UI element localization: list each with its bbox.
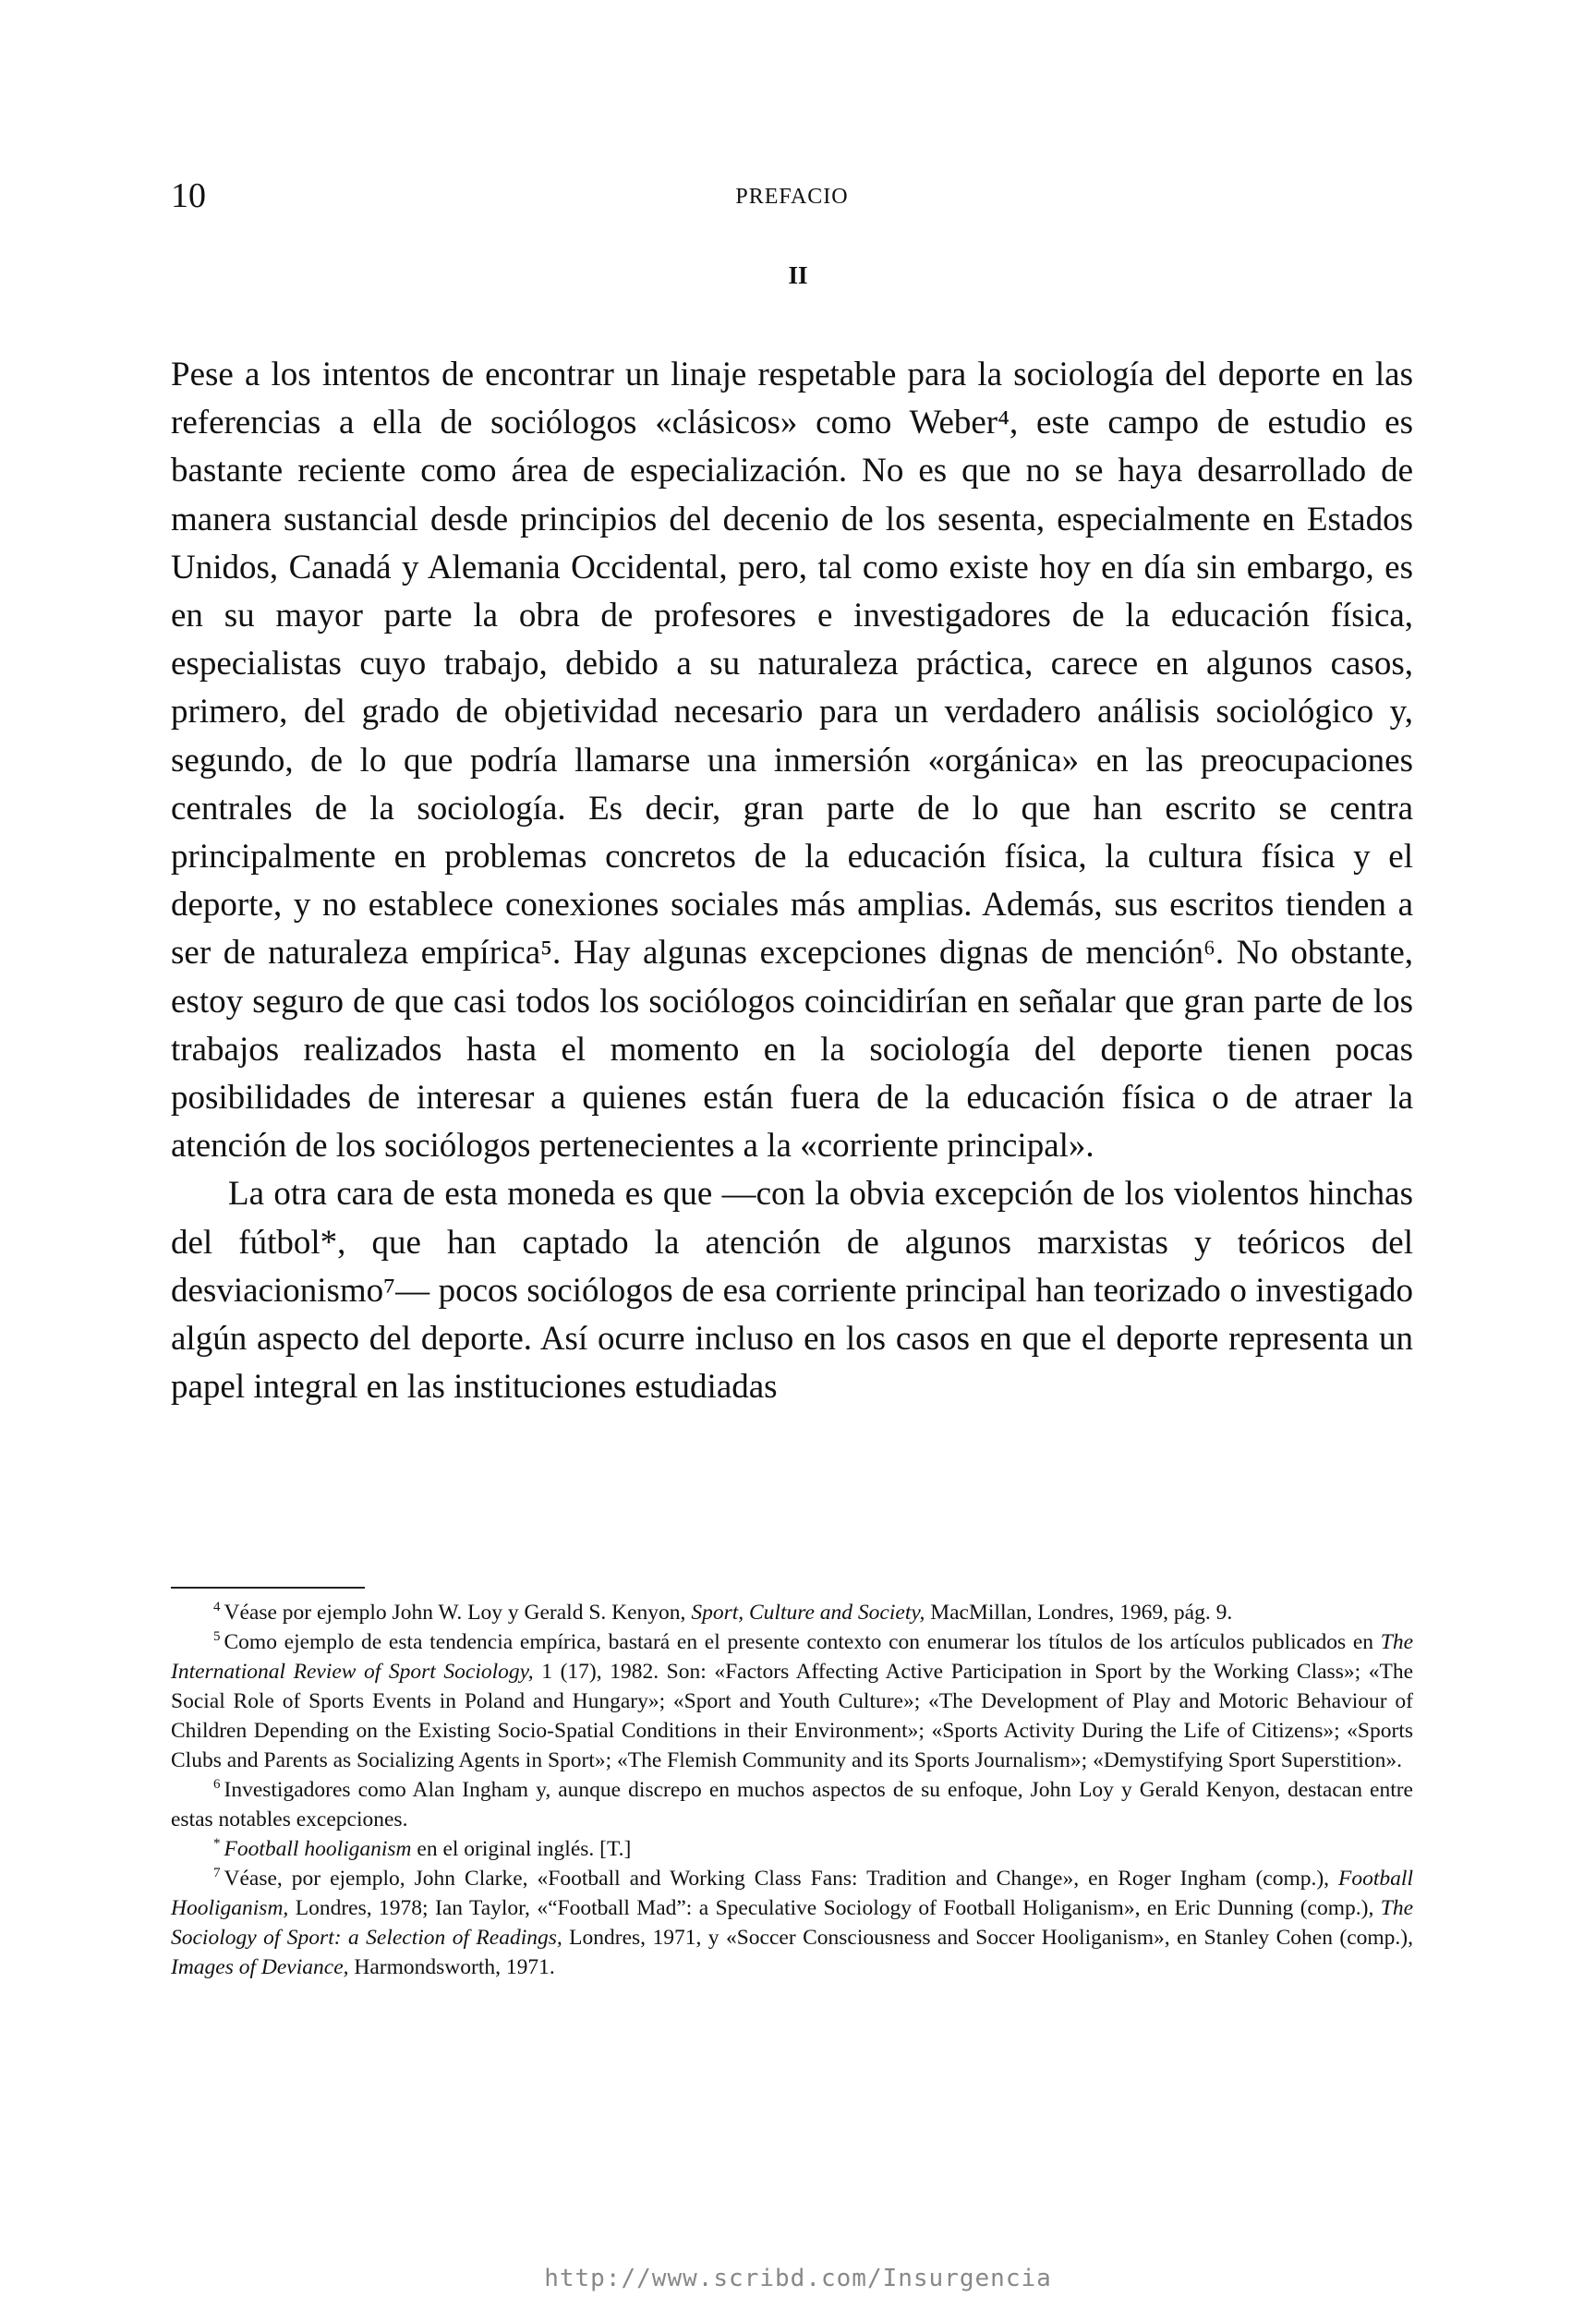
footnote-mark: 7	[213, 1866, 221, 1881]
footnote-7	[171, 1864, 1413, 1982]
page-number: 10	[171, 176, 206, 215]
footnote-mark: 4	[213, 1600, 221, 1615]
footnote-title: The International Review of Sport Sociology,	[171, 1630, 1413, 1684]
footnote-title: Football hooliganism	[224, 1837, 412, 1861]
footnote-5	[171, 1627, 1413, 1775]
footnote-text: Harmondsworth, 1971.	[348, 1955, 555, 1979]
paragraph-1: Pese a los intentos de encontrar un linaje respetable para la sociología del deporte en las referencias a ella de sociólogos «clásicos» como Weber⁴, este campo de estudio es bastante reciente como área de especialización. No es que no se haya desarrollado de manera sustancial desde principios del decenio de los sesenta, especialmente en Estados Unidos, Canadá y Alemania Occidental, pero, tal como existe hoy en día sin embargo, es en su mayor parte la obra de profesores e investigadores de la educación física, especialistas cuyo trabajo, debido a su naturaleza práctica, carece en algunos casos, primero, del grado de objetividad necesario para un verdadero análisis sociológico y, segundo, de lo que podría llamarse una inmersión «orgánica» en las preocupaciones centrales de la sociología. Es decir, gran parte de lo que han escrito se centra principalmente en problemas concretos de la educación física, la cultura física y el deporte, y no establece conexiones sociales más amplias. Además, sus escritos tienden a ser de naturaleza empírica⁵. Hay algunas excepciones dignas de mención⁶. No obstante, estoy seguro de que casi todos los sociólogos coincidirían en señalar que gran parte de los trabajos realizados hasta el momento en la sociología del deporte tienen pocas posibilidades de interesar a quienes están fuera de la educación física o de atraer la atención de los sociólogos pertenecientes a la «corriente principal».	[171, 356, 1413, 1166]
footnote-4	[171, 1598, 1413, 1627]
footnote-divider	[171, 1587, 365, 1589]
footnote-text: Como ejemplo de esta tendencia empírica, bastará en el presente contexto con enumerar los títulos de los artículos publicados en	[224, 1630, 1381, 1654]
footnote-text: Investigadores como Alan Ingham y, aunque discrepo en muchos aspectos de su enfoque, John Loy y Gerald Kenyon, destacan entre estas notables excepciones.	[171, 1778, 1413, 1831]
footnote-mark: 5	[213, 1629, 221, 1645]
footnote-mark: *	[213, 1836, 221, 1852]
section-number: II	[788, 261, 808, 289]
footnote-text: Londres, 1978; Ian Taylor, «“Football Mad”: a Speculative Sociology of Football Holiganism», en Eric Dunning (comp.),	[288, 1896, 1381, 1920]
footnote-text: Véase por ejemplo John W. Loy y Gerald S. Kenyon,	[224, 1601, 692, 1625]
running-head: PREFACIO	[735, 185, 849, 209]
footnote-text: Véase, por ejemplo, John Clarke, «Football and Working Class Fans: Tradition and Change», en Roger Ingham (comp.),	[224, 1867, 1339, 1891]
footnote-text: MacMillan, Londres, 1969, pág. 9.	[925, 1601, 1233, 1625]
footnote-title: The Sociology of Sport: a Selection of Readings,	[171, 1896, 1413, 1950]
page-header	[171, 175, 1413, 231]
footnote-title: Football Hooliganism,	[171, 1867, 1413, 1920]
footnote-title: Sport, Culture and Society,	[691, 1601, 925, 1625]
source-url-watermark: http://www.scribd.com/Insurgencia	[544, 2265, 1052, 2292]
footnotes	[171, 1598, 1413, 1982]
footnote-mark: 6	[213, 1777, 221, 1793]
footnote-text: Londres, 1971, y «Soccer Consciousness and Soccer Hooliganism», en Stanley Cohen (comp.),	[562, 1926, 1413, 1950]
footnote-6	[171, 1775, 1413, 1834]
footnote-text: en el original inglés. [T.]	[411, 1837, 632, 1861]
footnote-title: Images of Deviance,	[171, 1955, 349, 1979]
body-text	[171, 351, 1413, 1411]
paragraph-2: La otra cara de esta moneda es que —con la obvia excepción de los violentos hinchas del fútbol*, que han captado la atención de algunos marxistas y teóricos del desviacionismo⁷— pocos sociólogos de esa corriente principal han teorizado o investigado algún aspecto del deporte. Así ocurre incluso en los casos en que el deporte representa un papel integral en las instituciones estudiadas	[171, 1175, 1413, 1407]
footnote-text: 1 (17), 1982. Son: «Factors Affecting Active Participation in Sport by the Working Class»; «The Social Role of Sports Events in Poland and Hungary»; «Sport and Youth Culture»; «The Development of Play and Motoric Behaviour of Children Depending on the Existing Socio-Spatial Conditions in their Environment»; «Sports Activity During the Life of Citizens»; «Sports Clubs and Parents as Socializing Agents in Sport»; «The Flemish Community and its Sports Journalism»; «Demystifying Sport Superstition».	[171, 1660, 1413, 1772]
footnote-star	[171, 1834, 1413, 1864]
